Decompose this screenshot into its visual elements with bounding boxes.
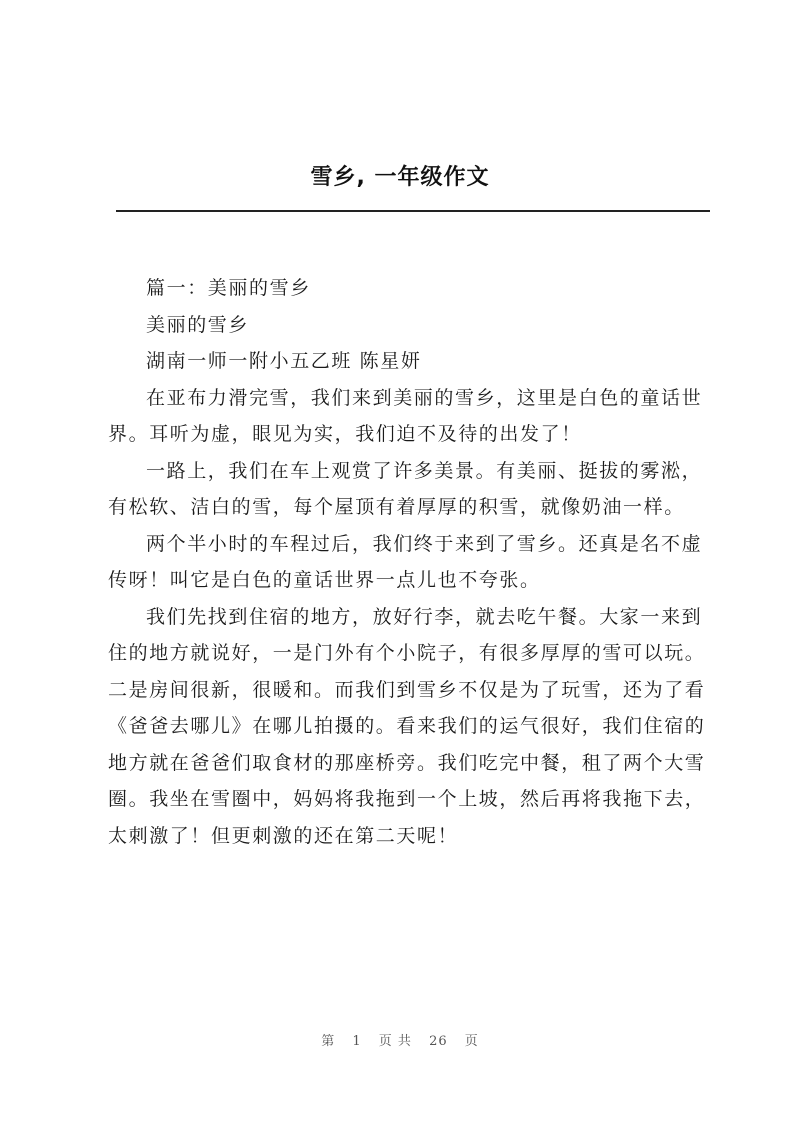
page-number-footer: [0, 1030, 800, 1049]
paragraph: 两个半小时的车程过后，我们终于来到了雪乡。还真是名不虚传呀！叫它是白色的童话世界一点儿也不夸张。: [108, 532, 703, 591]
total-page-count: 26: [429, 1034, 448, 1049]
footer-suffix: 页: [464, 1034, 479, 1049]
current-page-number: 1: [352, 1034, 362, 1049]
essay-title: 美丽的雪乡: [146, 313, 250, 336]
document-body: [108, 270, 714, 854]
paragraph: 我们先找到住宿的地方，放好行李，就去吃午餐。大家一来到住的地方就说好，一是门外有个小院子，有很多厚厚的雪可以玩。二是房间很新，很暖和。而我们到雪乡不仅是为了玩雪，还为了看《爸爸去哪儿》在哪儿拍摄的。看来我们的运气很好，我们住宿的地方就在爸爸们取食材的那座桥旁。我们吃完中餐，租了两个大雪圈。我坐在雪圈中，妈妈将我拖到一个上坡，然后再将我拖下去，太刺激了！但更刺激的还在第二天呢！: [108, 605, 706, 847]
footer-middle: 页 共: [378, 1034, 412, 1049]
paragraph: 在亚布力滑完雪，我们来到美丽的雪乡，这里是白色的童话世界。耳听为虚，眼见为实，我们迫不及待的出发了！: [108, 386, 703, 445]
paragraph: 一路上，我们在车上观赏了许多美景。有美丽、挺拔的雾淞，有松软、洁白的雪，每个屋顶有着厚厚的积雪，就像奶油一样。: [108, 459, 703, 518]
section-heading: 篇一：美丽的雪乡: [146, 277, 311, 299]
title-divider: [116, 210, 710, 212]
author-line: 湖南一师一附小五乙班 陈星妍: [146, 350, 422, 372]
document-title: 雪乡, 一年级作文: [310, 165, 490, 190]
footer-prefix: 第: [321, 1034, 336, 1049]
